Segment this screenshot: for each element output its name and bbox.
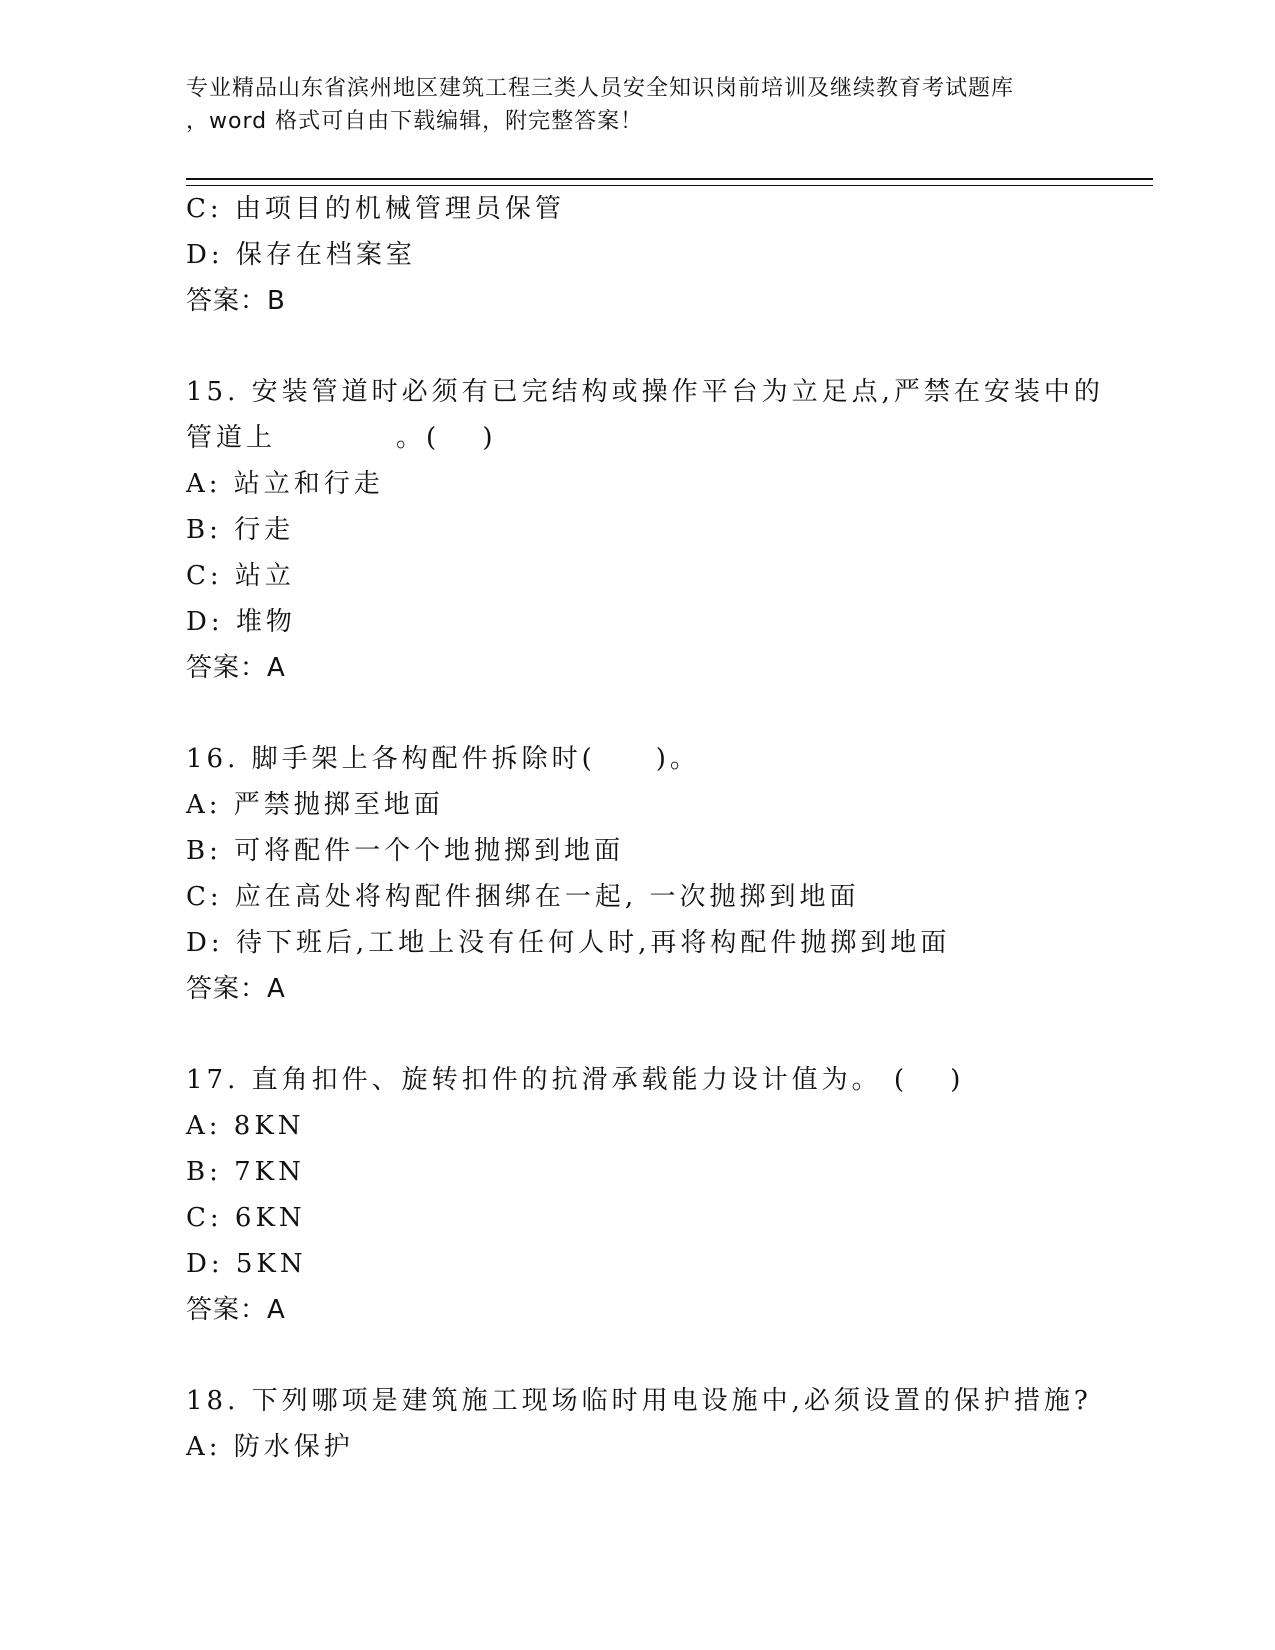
question-stem: 15. 安装管道时必须有已完结构或操作平台为立足点,严禁在安装中的 [186,377,1104,407]
question-15 [186,369,1106,691]
spacer [186,1333,1106,1378]
option-a: A: 站立和行走 [186,469,384,499]
option-c: C: 6KN [186,1203,306,1233]
answer-line: 答案：A [186,653,286,683]
header-title-line-2: ，word 格式可自由下载编辑，附完整答案！ [186,109,644,134]
option-b: B: 行走 [186,515,295,545]
question-stem: 17. 直角扣件、旋转扣件的抗滑承载能力设计值为。 ( ) [186,1065,965,1095]
option-c: C: 应在高处将构配件捆绑在一起, 一次抛掷到地面 [186,882,860,912]
question-14-continued [186,186,1106,324]
answer-line: 答案：A [186,1295,286,1325]
option-d: D: 堆物 [186,607,296,637]
option-c: C: 站立 [186,561,295,591]
answer-line: 答案：A [186,974,286,1004]
question-17 [186,1057,1106,1333]
option-d: D: 保存在档案室 [186,240,416,270]
option-b: B: 可将配件一个个地抛掷到地面 [186,836,625,866]
option-d: D: 待下班后,工地上没有任何人时,再将构配件抛掷到地面 [186,928,951,958]
option-d: D: 5KN [186,1249,307,1279]
option-c: C: 由项目的机械管理员保管 [186,194,565,224]
question-stem: 16. 脚手架上各构配件拆除时( )。 [186,744,700,774]
spacer [186,1012,1106,1057]
document-body [186,186,1106,1470]
answer-line: 答案：B [186,286,286,316]
question-16 [186,736,1106,1012]
header-title-line-1: 专业精品山东省滨州地区建筑工程三类人员安全知识岗前培训及继续教育考试题库 [186,76,1015,101]
spacer [186,324,1106,369]
question-stem: 18. 下列哪项是建筑施工现场临时用电设施中,必须设置的保护措施? [186,1386,1092,1416]
header-divider [186,178,1153,186]
option-b: B: 7KN [186,1157,305,1187]
spacer [186,691,1106,736]
question-stem-continued: 管道上 。( ) [186,423,497,453]
option-a: A: 8KN [186,1111,305,1141]
option-a: A: 防水保护 [186,1432,354,1462]
page-header [186,72,1086,138]
option-a: A: 严禁抛掷至地面 [186,790,444,820]
question-18 [186,1378,1106,1470]
